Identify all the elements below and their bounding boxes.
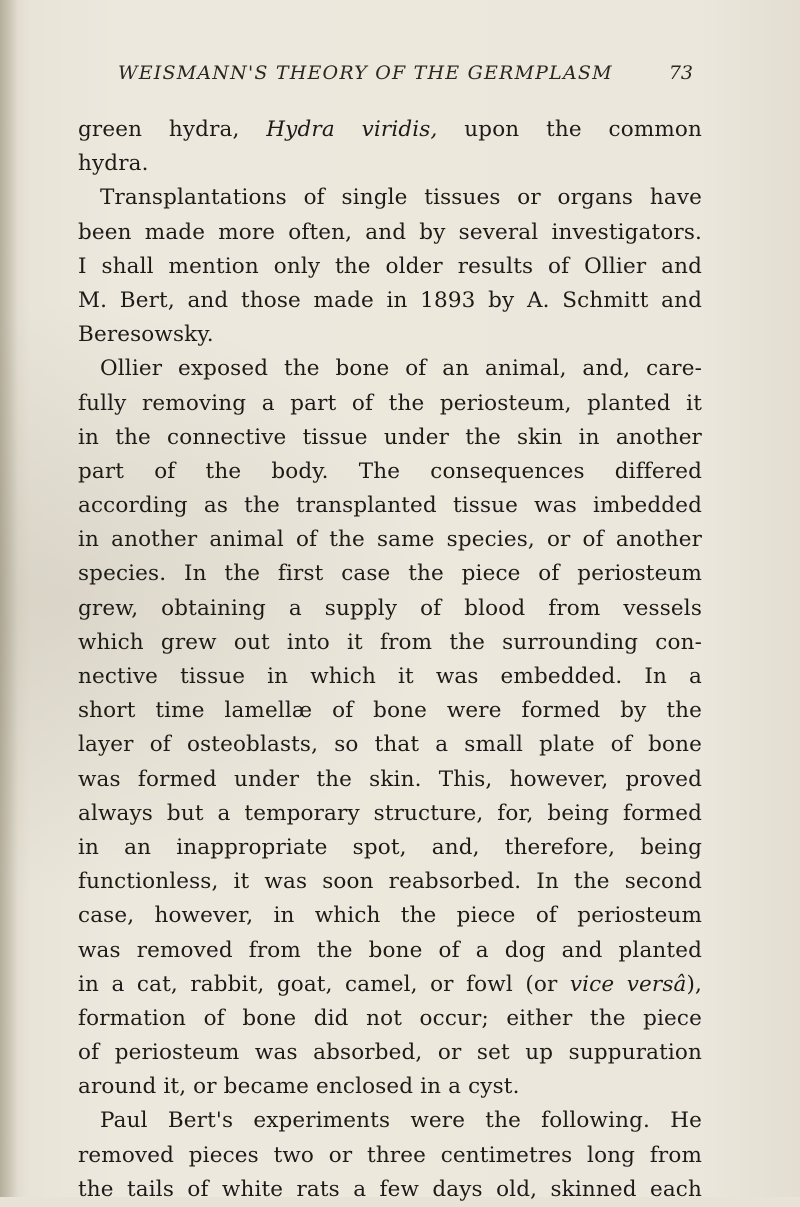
body-text <box>78 113 702 1207</box>
text-segment: species. In the first case the piece of periosteum <box>78 561 702 587</box>
text-segment: been made more often, and by several investigators. <box>78 219 702 245</box>
text-line <box>78 797 702 831</box>
text-segment: I shall mention only the older results of Ollier and <box>78 253 702 279</box>
text-line <box>78 523 702 557</box>
text-segment: removed pieces two or three centimetres long from <box>78 1142 702 1168</box>
text-segment: which grew out into it from the surrounding con- <box>78 629 702 655</box>
text-segment: Transplantations of single tissues or organs have <box>100 185 702 211</box>
text-segment: in the connective tissue under the skin in another <box>78 424 702 450</box>
text-line <box>78 147 702 181</box>
spine-shadow <box>0 0 18 1197</box>
text-segment: nective tissue in which it was embedded. In a <box>78 664 702 689</box>
text-line <box>78 557 702 591</box>
text-segment: Beresowsky. <box>78 322 214 348</box>
text-line <box>78 1002 702 1036</box>
text-line <box>78 592 702 626</box>
text-line <box>78 1173 702 1207</box>
text-segment: layer of osteoblasts, so that a small plate of bone <box>78 732 702 758</box>
text-segment: was removed from the bone of a dog and planted <box>78 937 702 963</box>
text-line <box>78 318 702 352</box>
text-line <box>78 899 702 933</box>
text-segment: the tails of white rats a few days old, skinned each <box>78 1176 702 1202</box>
text-segment: of periosteum was absorbed, or set up suppuration <box>78 1040 702 1066</box>
text-segment: hydra. <box>78 151 149 177</box>
text-segment: in an inappropriate spot, and, therefore, being <box>78 834 702 860</box>
text-segment: grew, obtaining a supply of blood from vessels <box>78 595 702 621</box>
text-segment: case, however, in which the piece of periosteum <box>78 903 702 929</box>
text-segment: formation of bone did not occur; either the piece <box>78 1005 702 1031</box>
text-line <box>78 352 702 386</box>
text-line <box>78 1139 702 1173</box>
text-segment: Ollier exposed the bone of an animal, and, care- <box>100 356 702 382</box>
text-line <box>78 1036 702 1070</box>
text-segment: upon the common <box>437 117 703 142</box>
text-line <box>78 455 702 489</box>
text-segment: part of the body. The consequences differed <box>78 458 702 484</box>
text-line <box>78 421 702 455</box>
text-line <box>78 1070 702 1104</box>
text-line <box>78 968 702 1002</box>
text-segment: always but a temporary structure, for, being formed <box>78 800 702 826</box>
text-line <box>78 763 702 797</box>
running-title: WEISMANN'S THEORY OF THE GERMPLASM <box>118 62 613 84</box>
text-segment: in another animal of the same species, or of another <box>78 527 702 553</box>
italic-text: vice versâ <box>569 971 687 997</box>
italic-text: Hydra viridis, <box>266 117 438 142</box>
text-line <box>78 250 702 284</box>
text-line <box>78 113 702 147</box>
text-segment: functionless, it was soon reabsorbed. In the second <box>78 869 702 895</box>
text-line <box>78 1104 702 1138</box>
text-line <box>78 489 702 523</box>
text-segment: short time lamellæ of bone were formed by the <box>78 698 702 724</box>
text-line <box>78 934 702 968</box>
text-segment: in a cat, rabbit, goat, camel, or fowl (or <box>78 971 570 997</box>
text-line <box>78 626 702 660</box>
running-head <box>118 62 693 92</box>
text-line <box>78 694 702 728</box>
text-line <box>78 660 702 694</box>
text-segment: around it, or became enclosed in a cyst. <box>78 1074 520 1100</box>
text-line <box>78 865 702 899</box>
text-segment: ), <box>686 971 702 997</box>
text-line <box>78 181 702 215</box>
text-line <box>78 216 702 250</box>
text-segment: M. Bert, and those made in 1893 by A. Schmitt and <box>78 287 702 313</box>
text-segment: fully removing a part of the periosteum, planted it <box>78 390 702 416</box>
text-line <box>78 728 702 762</box>
page-number: 73 <box>668 62 693 84</box>
text-segment: according as the transplanted tissue was imbedded <box>78 493 702 519</box>
text-line <box>78 284 702 318</box>
text-line <box>78 387 702 421</box>
text-segment: was formed under the skin. This, however, proved <box>78 766 702 792</box>
text-segment: green hydra, <box>78 117 267 142</box>
text-segment: Paul Bert's experiments were the following. He <box>100 1108 702 1134</box>
text-line <box>78 831 702 865</box>
